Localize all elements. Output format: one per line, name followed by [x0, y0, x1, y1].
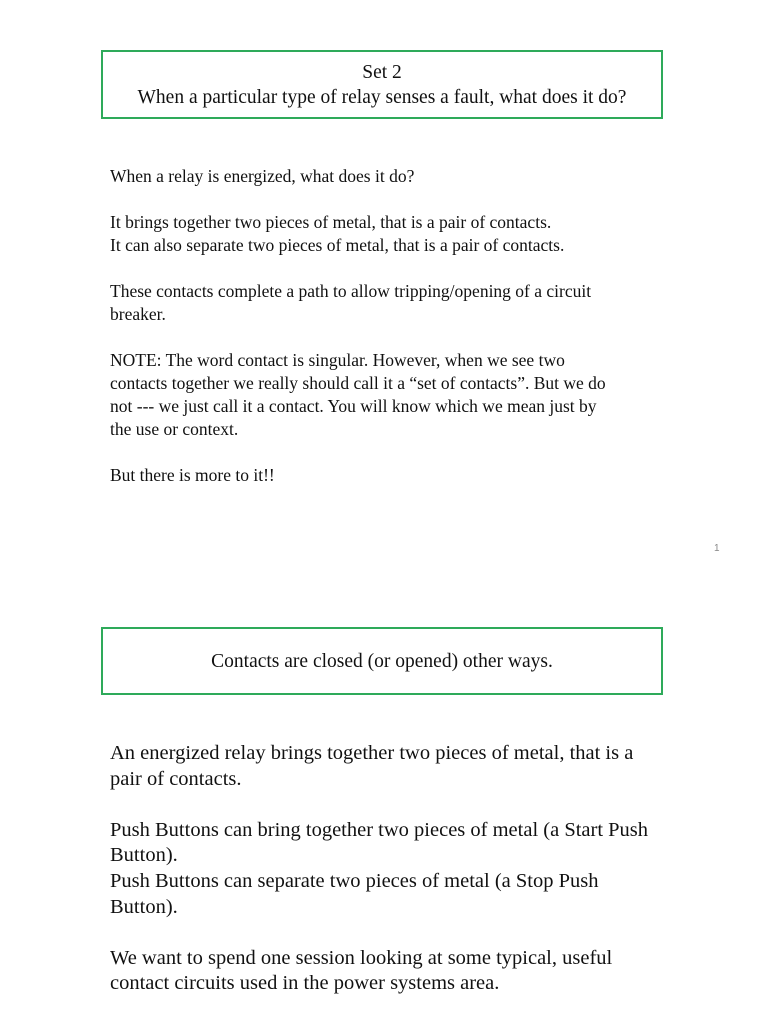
slide2-title-box	[101, 627, 663, 695]
text-line: breaker.	[110, 304, 166, 324]
text-line: Button).	[110, 844, 178, 867]
slide1-paragraph-tripping	[110, 280, 670, 326]
text-line: We want to spend one session looking at some typical, useful	[110, 946, 613, 969]
slide1-paragraph-note	[110, 349, 670, 441]
text-line: It brings together two pieces of metal, that is a pair of contacts.	[110, 212, 552, 232]
slide2-paragraph-push-buttons	[110, 818, 670, 920]
slide1-paragraph-question	[110, 165, 670, 188]
page-number: 1	[714, 543, 720, 554]
slide2-body	[110, 741, 670, 1023]
text-line: An energized relay brings together two pieces of metal, that is a	[110, 742, 634, 764]
slide2-paragraph-relay	[110, 741, 670, 792]
slide1-title-question: When a particular type of relay senses a fault, what does it do?	[137, 86, 627, 108]
text-line: It can also separate two pieces of metal, that is a pair of contacts.	[110, 235, 565, 255]
slide1-paragraph-contacts	[110, 211, 670, 257]
slide2-title: Contacts are closed (or opened) other ways.	[211, 650, 553, 672]
text-line: pair of contacts.	[110, 767, 242, 790]
text-line: NOTE: The word contact is singular. However, when we see two	[110, 350, 565, 370]
slide1-body	[110, 165, 670, 510]
slide2-paragraph-session	[110, 946, 670, 997]
slide1-title-set: Set 2	[362, 61, 402, 83]
slide1-title-box	[101, 50, 663, 119]
text-line: not --- we just call it a contact. You will know which we mean just by	[110, 396, 597, 416]
text-line: contact circuits used in the power systems area.	[110, 972, 500, 995]
text-line: Push Buttons can bring together two pieces of metal (a Start Push	[110, 818, 649, 841]
text-line: contacts together we really should call it a “set of contacts”. But we do	[110, 373, 606, 393]
text-line: But there is more to it!!	[110, 465, 275, 485]
text-line: Button).	[110, 895, 178, 918]
text-line: the use or context.	[110, 419, 239, 439]
slide1-paragraph-more	[110, 464, 670, 487]
text-line: Push Buttons can separate two pieces of metal (a Stop Push	[110, 869, 599, 892]
text-line: These contacts complete a path to allow tripping/opening of a circuit	[110, 281, 592, 301]
text-line: When a relay is energized, what does it do?	[110, 166, 415, 186]
